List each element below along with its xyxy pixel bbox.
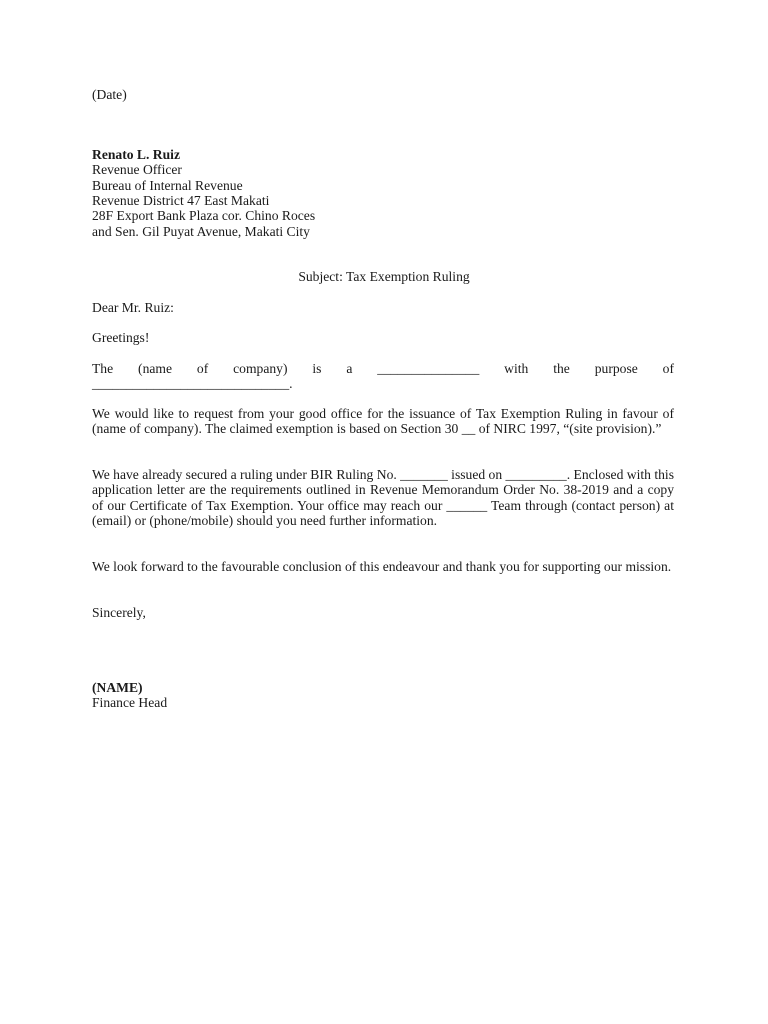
signatory-name: (NAME) — [92, 680, 143, 695]
subject-line: Subject: Tax Exemption Ruling — [298, 269, 470, 284]
paragraph-ruling-details: We have already secured a ruling under BIR Ruling No. _______ issued on _________. Enclosed with this application letter are the requirements outlined in Revenue Memorandum Order No. 38-2019 and a copy of our Certificate of Tax Exemption. Your office may reach our ______ Team through (contact person) at (email) or (phone/mobile) should you need further information. — [92, 467, 674, 528]
recipient-agency: Bureau of Internal Revenue — [92, 178, 243, 193]
closing: Sincerely, — [92, 605, 146, 620]
recipient-name: Renato L. Ruiz — [92, 147, 180, 162]
signatory-position: Finance Head — [92, 695, 168, 710]
paragraph-company-purpose-line1: The (name of company) is a _______________ with the purpose of — [92, 361, 674, 376]
recipient-title: Revenue Officer — [92, 162, 182, 177]
recipient-district: Revenue District 47 East Makati — [92, 193, 270, 208]
paragraph-request: We would like to request from your good office for the issuance of Tax Exemption Ruling in favour of (name of company). The claimed exemption is based on Section 30 __ of NIRC 1997, “(site provision).” — [92, 406, 674, 437]
paragraph-company-purpose-line2: _____________________________. — [92, 376, 293, 391]
recipient-address-line2: and Sen. Gil Puyat Avenue, Makati City — [92, 224, 310, 239]
recipient-address-line1: 28F Export Bank Plaza cor. Chino Roces — [92, 208, 316, 223]
date-placeholder: (Date) — [92, 87, 127, 102]
salutation: Dear Mr. Ruiz: — [92, 300, 174, 315]
paragraph-closing-remarks: We look forward to the favourable conclusion of this endeavour and thank you for supporting our mission. — [92, 559, 672, 574]
greeting: Greetings! — [92, 330, 150, 345]
